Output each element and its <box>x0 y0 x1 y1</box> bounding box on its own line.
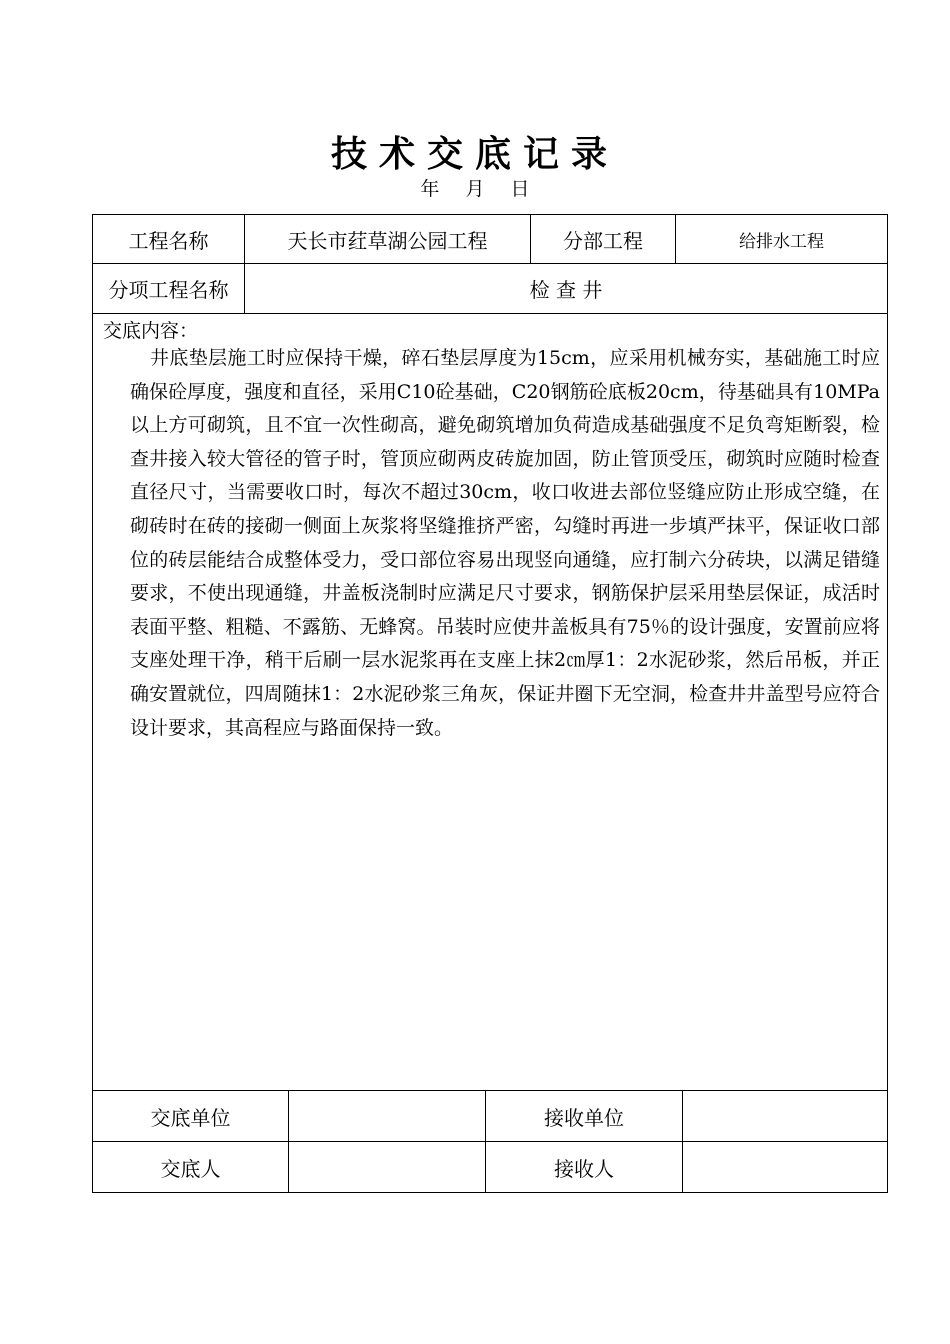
handover-unit-label: 交底单位 <box>150 1105 231 1130</box>
item-name-label: 分项工程名称 <box>108 278 229 302</box>
project-name-label: 工程名称 <box>128 228 209 253</box>
handover-unit-value <box>289 1091 485 1141</box>
date-day: 日 <box>510 178 530 200</box>
project-name-value: 天长市荭草湖公园工程 <box>287 228 488 253</box>
handover-person-label: 交底人 <box>160 1156 221 1181</box>
document-title: 技术交底记录 <box>330 133 619 175</box>
division-value: 给排水工程 <box>739 231 824 252</box>
handover-person-value <box>289 1142 485 1192</box>
item-name-value: 检 查 井 <box>529 278 603 302</box>
date-line <box>0 174 950 201</box>
receiver-label: 接收人 <box>554 1156 614 1181</box>
division-label: 分部工程 <box>563 228 643 253</box>
receiving-unit-label: 接收单位 <box>544 1105 624 1130</box>
rule-row2-bottom <box>92 313 888 314</box>
receiver-value <box>683 1142 887 1192</box>
receiving-unit-value <box>683 1091 887 1141</box>
date-month: 月 <box>465 178 485 200</box>
content-label: 交底内容： <box>103 320 199 342</box>
content-paragraph: 井底垫层施工时应保持干燥，碎石垫层厚度为15cm，应采用机械夯实，基础施工时应确保砼厚度，强度和直径，采用C10砼基础，C20钢筋砼底板20cm，待基础具有10MPa以上方可砌筑，且不宜一次性砌高，避免砌筑增加负荷造成基础强度不足负弯矩断裂，检查井接入较大管径的管子时，管顶应砌两皮砖旋加固，防止管顶受压，砌筑时应随时检查直径尺寸，当需要收口时，每次不超过30cm，收口收进去部位竖缝应防止形成空缝，在砌砖时在砖的接砌一侧面上灰浆将坚缝推挤严密，勾缝时再进一步填严抹平，保证收口部位的砖层能结合成整体受力，受口部位容易出现竖向通缝，应打制六分砖块，以满足错缝要求，不使出现通缝，井盖板浇制时应满足尺寸要求，钢筋保护层采用垫层保证，成活时表面平整、粗糙、不露筋、无蜂窝。吊装时应使井盖板具有75％的设计强度，安置前应将支座处理干净，稍干后刷一层水泥浆再在支座上抹2㎝厚1：2水泥砂浆，然后吊板，并正确安置就位，四周随抹1：2水泥砂浆三角灰，保证井圈下无空洞，检查井井盖型号应符合设计要求，其高程应与路面保持一致。 <box>130 347 880 739</box>
content-body <box>130 342 880 745</box>
date-year: 年 <box>420 178 440 200</box>
